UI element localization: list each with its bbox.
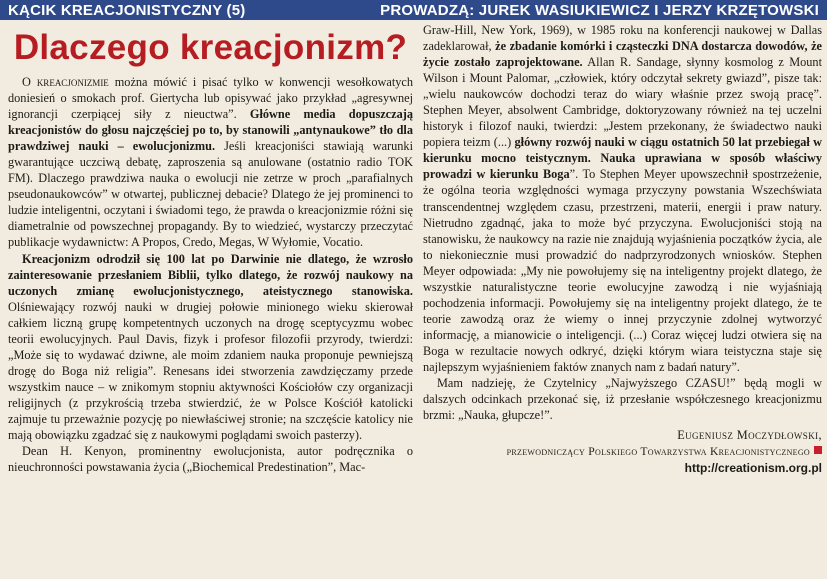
section-hosts: PROWADZĄ: JUREK WASIUKIEWICZ I JERZY KRZĘTOWSKI — [380, 1, 819, 19]
author-name: Eugeniusz Moczydłowski, — [677, 428, 822, 443]
left-paragraph-1 — [8, 74, 413, 251]
signature-role — [423, 443, 822, 460]
text: O — [22, 75, 37, 89]
right-column — [423, 22, 822, 579]
text: Olśniewający rozwój nauki w drugiej połowie minionego wieku skierował całkiem liczną grupę kompetentnych uczonych na drogę sceptycyzmu wobec teorii ewolucyjnych. Paul Davis, fizyk i profesor filozofii przyrody, twierdzi: „Może się to wydawać dziwne, ale moim zdaniem nauka proponuje pewniejszą drogę do Boga niż religia”. Renesans idei stworzenia zawdzięczamy przede wszystkim nauce – w znikomym stopniu aktywności Kościołów czy organizacji religijnych (z przykrością trzeba stwierdzić, że w Polsce Kościół katolicki zajmuje tu przeważnie pozycję po niewłaściwej stronie; na szczęście katolicy nie mają obowiązku zgadzać się z naukowymi poglądami swoich pasterzy). — [8, 299, 413, 443]
section-title: KĄCIK KREACJONISTYCZNY (5) — [8, 1, 246, 19]
text: Jeśli kreacjoniści stawiają warunki gwarantujące uczciwą debatę, zaproszenia są anulowane (ostatnio radio TOK FM). Dlaczego prawdziwa nauka o ewolucji nie zetrze w proch „parafialnych pseudonaukowców” w otwartej, publicznej debacie? Dlatego że jej prominenci to ludzie inteligentni, oczytani i świadomi tego, że prawda o kreacjonizmie różni się diametralnie od powszechnej propagandy. By to wiedzieć, wystarczy przeczytać publikacje wydawnictw: A Propos, Credo, Megas, W Wyłomie, Vocatio. — [8, 139, 413, 250]
text: Graw-Hill, New York, 1969), w 1985 roku na konferencji naukowej w Dallas zadeklarował, — [423, 23, 822, 54]
text: Dean H. Kenyon, prominentny ewolucjonista, autor podręcznika o nieuchronności powstawania życia („Biochemical Predestination”, Mac- — [8, 444, 413, 475]
bold-text: Główne media dopuszczają kreacjonistów do głosu najczęściej po to, by stanowili „antynaukowe” tło dla prawdziwej nauki – ewolucjonizmu. — [8, 107, 413, 154]
signature-name — [423, 427, 822, 443]
article-title: Dlaczego kreacjonizm? — [13, 28, 408, 67]
right-paragraph-1 — [423, 22, 822, 375]
left-paragraph-3 — [8, 443, 413, 475]
text-smallcaps: kreacjonizmie — [36, 75, 109, 89]
red-square-icon — [814, 446, 822, 454]
text: ”. To Stephen Meyer upowszechnił spostrzeżenie, że ogólna teoria względności wymaga przyczyny powstania Wszechświata transcendentnej względem czasu, przestrzeni, materii, energii i praw natury. Nietrudno zgadnąć, jaka to może być przyczyna. Ewolucjoniści stoją na stanowisku, że naukowcy na razie nie znajdują wyjaśnienia początków życia, ale to niekoniecznie musi prowadzić do nadprzyrodzonych wniosków. Stephen Meyer odpowiada: „My nie powołujemy się na inteligentny projekt dlatego, że wszystkie naturalistyczne teorie ewolucyjne zawodzą i nie wyjaśniają pochodzenia informacji. Powołujemy się na inteligentny projekt dlatego, że te teorie zawodzą oraz że wiemy o innej przyczynie zdolnej wytworzyć informację, a mianowicie o inteligencji. (...) Coraz więcej ludzi otwiera się na Boga w rezultacie nowych odkryć, dzięki którym wiara teistyczna staje się najlepszym wyjaśnieniem faktów znanych nam z badań natury”. — [423, 167, 822, 374]
left-paragraph-2 — [8, 251, 413, 444]
text: można mówić i pisać tylko w konwencji wesołkowatych doniesień o smokach prof. Giertycha lub opisywać jako przykład „agresywnej ignorancji czerpiącej siły z nieuctwa”. — [8, 75, 413, 122]
section-header — [0, 0, 827, 20]
bold-text: Kreacjonizm odrodził się 100 lat po Darwinie nie dlatego, że wzrosło zainteresowanie przesłaniem Biblii, tylko dlatego, że rozwój naukowy na uczonych zmianę ewolucjonistycznego, ateistycznego stanowiska. — [8, 251, 413, 298]
left-column — [8, 22, 413, 579]
author-role: przewodniczący Polskiego Towarzystwa Kreacjonistycznego — [506, 445, 810, 459]
text: Mam nadzieję, że Czytelnicy „Najwyższego CZASU!” będą mogli w dalszych odcinkach przekonać się, iż przesłanie współczesnego kreacjonizmu brzmi: „Nauka, głupcze!”. — [423, 376, 822, 423]
right-paragraph-2 — [423, 375, 822, 423]
bold-text: główny rozwój nauki w ciągu ostatnich 50 lat przebiegał w kierunku mocno teistycznym. Nauka uprawiana w sposób właściwy prowadzi w kierunku Boga — [423, 135, 822, 182]
bold-text: że zbadanie komórki i cząsteczki DNA dostarcza dowodów, że życie zostało zaprojektowane. — [423, 39, 822, 70]
website-url: http://creationism.org.pl — [684, 461, 822, 476]
text: Allan R. Sandage, słynny kosmolog z Mount Wilson i Mount Palomar, „człowiek, który odczytał sekrety gwiazd”, pisze tak: „wielu naukowców dochodzi teraz do wiary właśnie przez swoją pracę”. Stephen Meyer, absolwent Cambridge, doktoryzowany również na tej uczelni historyk i filozof nauki, twierdzi: „Jestem przekonany, że świadectwo nauki popiera teizm (...) — [423, 55, 822, 150]
signature-url — [423, 460, 822, 476]
